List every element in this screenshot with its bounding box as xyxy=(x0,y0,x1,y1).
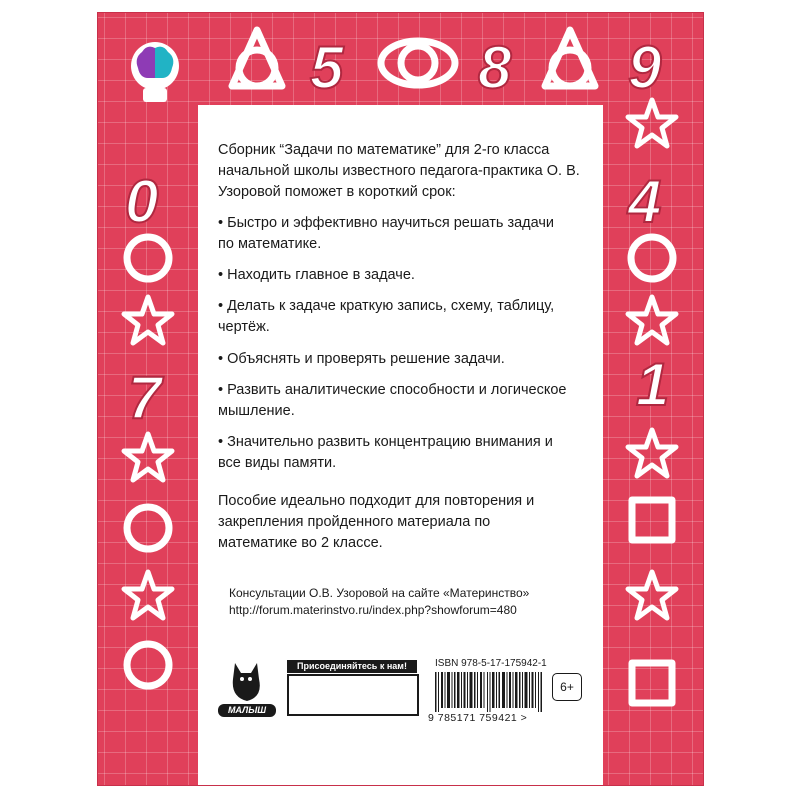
age-rating-badge: 6+ xyxy=(552,673,582,701)
bullet-2: • Находить главное в задаче. xyxy=(218,267,415,283)
consult-line-2: http://forum.materinstvo.ru/index.php?showforum=480 xyxy=(229,603,517,617)
star-right-2 xyxy=(628,297,676,343)
join-us-label: Присоединяйтесь к нам! xyxy=(287,660,417,673)
intro-text: Сборник “Задачи по математике” для 2-го класса начальной школы известного педагога-практика О. В. Узоровой поможет в короткий срок: xyxy=(218,142,580,200)
bullet-5: • Развить аналитические способности и логическое мышление. xyxy=(218,382,567,419)
consult-line-1: Консультации О.В. Узоровой на сайте «Материнство» xyxy=(229,586,530,600)
digit-top-1: 5 xyxy=(310,34,344,101)
publisher-name: МАЛЫШ xyxy=(218,704,276,717)
brain-lightbulb-icon xyxy=(131,42,179,102)
right-square-1 xyxy=(632,500,672,540)
star-right-4 xyxy=(628,572,676,618)
digit-left-2: 7 xyxy=(128,364,162,431)
digit-right-1: 4 xyxy=(628,168,662,235)
outro-text: Пособие идеально подходит для повторения и закрепления пройденного материала по математике во 2 классе. xyxy=(218,493,535,551)
right-square-2 xyxy=(632,663,672,703)
digit-left-1: 0 xyxy=(125,168,159,235)
join-us-box xyxy=(287,674,419,716)
isbn-text: ISBN 978-5-17-175942-1 xyxy=(435,658,547,669)
bullet-1: • Быстро и эффективно научиться решать задачи по математике. xyxy=(218,215,555,252)
left-circle-2 xyxy=(127,507,169,549)
star-left-2 xyxy=(124,434,172,480)
barcode-digits: 9 785171 759421 > xyxy=(428,712,528,724)
cat-icon xyxy=(213,655,283,705)
digit-top-3: 9 xyxy=(628,34,662,101)
bullet-3: • Делать к задаче краткую запись, схему, таблицу, чертёж. xyxy=(218,298,555,335)
star-left-3 xyxy=(124,572,172,618)
bullet-4: • Объяснять и проверять решение задачи. xyxy=(218,351,505,367)
left-circle-1 xyxy=(127,237,169,279)
digit-top-2: 8 xyxy=(478,34,512,101)
barcode xyxy=(435,672,547,712)
digit-right-2: 1 xyxy=(636,351,670,418)
star-right-1 xyxy=(628,100,676,146)
right-circle-1 xyxy=(631,237,673,279)
bullet-6: • Значительно развить концентрацию внимания и все виды памяти. xyxy=(218,434,553,471)
star-right-3 xyxy=(628,430,676,476)
left-circle-3 xyxy=(127,644,169,686)
star-left-1 xyxy=(124,297,172,343)
